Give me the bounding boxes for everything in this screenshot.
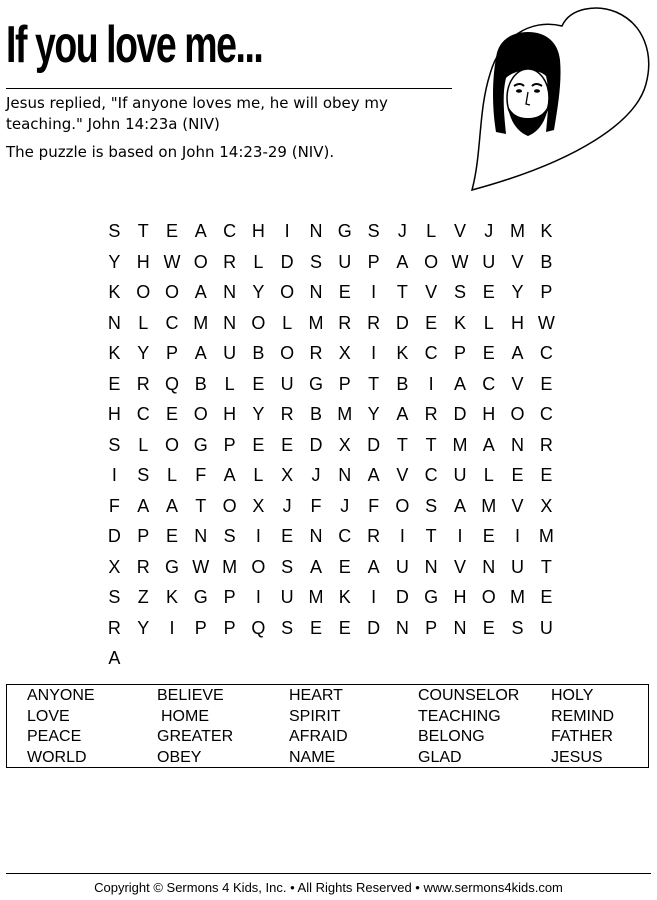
grid-letter: A — [137, 495, 150, 516]
grid-letter: H — [453, 587, 467, 607]
grid-letter: O — [481, 587, 496, 607]
grid-letter: N — [453, 617, 467, 638]
word-item: TEACHING — [418, 707, 501, 725]
grid-letter: E — [108, 373, 121, 394]
grid-letter: S — [223, 526, 236, 546]
grid-letter: P — [223, 587, 236, 607]
grid-letter: N — [107, 312, 121, 333]
word-item: GLAD — [418, 748, 462, 766]
word-item: HOME — [161, 707, 209, 725]
grid-letter: A — [396, 251, 409, 272]
grid-letter: T — [425, 526, 437, 546]
grid-letter: G — [193, 434, 208, 455]
grid-letter: K — [540, 221, 553, 241]
grid-letter: O — [251, 556, 266, 577]
grid-letter: B — [396, 373, 409, 394]
grid-letter: A — [165, 495, 178, 516]
grid-letter: S — [309, 251, 322, 272]
grid-letter: W — [192, 556, 210, 577]
word-item: COUNSELOR — [418, 687, 520, 704]
word-item: WORLD — [27, 748, 87, 766]
word-item: SPIRIT — [289, 707, 341, 725]
grid-letter: D — [107, 526, 121, 546]
grid-letter: D — [395, 587, 409, 607]
grid-letter: L — [483, 465, 494, 485]
grid-letter: C — [539, 343, 553, 363]
grid-letter: I — [457, 526, 463, 546]
grid-letter: Y — [367, 404, 380, 424]
grid-letter: W — [451, 251, 469, 272]
word-item: GREATER — [157, 728, 234, 745]
grid-letter: L — [253, 465, 264, 485]
grid-letter: X — [338, 434, 351, 455]
grid-letter: P — [367, 251, 380, 272]
grid-letter: I — [255, 587, 261, 607]
grid-letter: J — [311, 465, 321, 485]
grid-letter: R — [280, 404, 294, 424]
grid-letter: J — [484, 221, 494, 241]
grid-letter: F — [108, 495, 120, 516]
grid-letter: R — [136, 373, 150, 394]
grid-letter: R — [367, 312, 381, 333]
grid-letter: N — [309, 221, 323, 241]
grid-letter: I — [399, 526, 405, 546]
grid-letter: S — [281, 556, 294, 577]
grid-letter: E — [338, 556, 351, 577]
grid-letter: L — [138, 312, 149, 333]
grid-letter: R — [424, 404, 438, 424]
grid-letter: R — [107, 617, 121, 638]
grid-letter: O — [136, 282, 151, 302]
grid-letter: L — [138, 434, 149, 455]
grid-letter: K — [396, 343, 409, 363]
grid-letter: R — [223, 251, 237, 272]
grid-letter: S — [281, 617, 294, 638]
grid-letter: O — [251, 312, 266, 333]
grid-letter: N — [223, 282, 237, 302]
grid-letter: P — [338, 373, 351, 394]
grid-letter: A — [367, 465, 380, 485]
grid-letter: U — [338, 251, 352, 272]
grid-letter: N — [309, 526, 323, 546]
grid-letter: M — [510, 221, 526, 241]
grid-letter: D — [367, 617, 381, 638]
grid-letter: U — [539, 617, 553, 638]
grid-letter: P — [223, 617, 236, 638]
grid-letter: D — [395, 312, 409, 333]
jesus-portrait-in-heart-icon — [466, 2, 656, 194]
grid-letter: A — [108, 648, 121, 668]
grid-letter: J — [340, 495, 350, 516]
grid-letter: B — [194, 373, 207, 394]
grid-letter: E — [165, 404, 178, 424]
grid-letter: O — [164, 434, 179, 455]
grid-letter: Y — [137, 617, 150, 638]
grid-letter: N — [338, 465, 352, 485]
grid-letter: O — [164, 282, 179, 302]
grid-letter: M — [308, 312, 324, 333]
grid-letter: E — [482, 617, 495, 638]
grid-letter: M — [538, 526, 554, 546]
word-item: LOVE — [27, 707, 70, 725]
grid-letter: N — [511, 434, 525, 455]
grid-letter: A — [396, 404, 409, 424]
grid-letter: Q — [164, 373, 179, 394]
grid-letter: C — [424, 343, 438, 363]
grid-letter: P — [194, 617, 207, 638]
grid-letter: K — [108, 282, 121, 302]
word-column — [289, 686, 348, 768]
grid-letter: H — [223, 404, 237, 424]
grid-letter: T — [396, 282, 408, 302]
grid-letter: K — [108, 343, 121, 363]
grid-letter: Y — [108, 251, 121, 272]
grid-letter: L — [166, 465, 177, 485]
grid-letter: O — [193, 251, 208, 272]
grid-letter: O — [424, 251, 439, 272]
grid-letter: B — [252, 343, 265, 363]
grid-letter: S — [511, 617, 524, 638]
grid-letter: T — [396, 434, 408, 455]
grid-letter: W — [537, 312, 555, 333]
word-item: BELIEVE — [157, 687, 224, 704]
grid-letter: R — [367, 526, 381, 546]
grid-letter: M — [308, 587, 324, 607]
grid-letter: T — [368, 373, 380, 394]
grid-letter: A — [453, 373, 466, 394]
grid-letter: I — [255, 526, 261, 546]
grid-letter: C — [165, 312, 179, 333]
grid-letter: N — [309, 282, 323, 302]
grid-letter: P — [540, 282, 553, 302]
grid-letter: U — [482, 251, 496, 272]
grid-letter: S — [108, 221, 121, 241]
page-title: If you love me... — [6, 16, 263, 74]
grid-letter: G — [193, 587, 208, 607]
grid-letter: Y — [252, 282, 265, 302]
grid-letter: E — [338, 617, 351, 638]
word-item: HOLY — [551, 687, 594, 704]
scripture-verse: Jesus replied, "If anyone loves me, he will obey my teaching." John 14:23a (NIV) — [6, 94, 388, 133]
grid-letter: D — [367, 434, 381, 455]
grid-letter: U — [280, 587, 294, 607]
grid-letter: E — [281, 526, 294, 546]
grid-letter: A — [511, 343, 524, 363]
grid-letter: U — [453, 465, 467, 485]
grid-letter: E — [482, 343, 495, 363]
grid-letter: E — [425, 312, 438, 333]
grid-letter: V — [453, 556, 466, 577]
grid-letter: R — [309, 343, 323, 363]
grid-letter: Y — [511, 282, 524, 302]
grid-letter: V — [511, 495, 524, 516]
word-item: ANYONE — [27, 687, 95, 704]
grid-letter: M — [452, 434, 468, 455]
grid-letter: B — [309, 404, 322, 424]
grid-letter: T — [137, 221, 149, 241]
grid-letter: T — [195, 495, 207, 516]
grid-letter: Y — [252, 404, 265, 424]
grid-letter: F — [310, 495, 322, 516]
puzzle-basis-note: The puzzle is based on John 14:23-29 (NIV). — [6, 143, 335, 161]
grid-letter: T — [540, 556, 552, 577]
grid-letter: N — [424, 556, 438, 577]
grid-letter: M — [481, 495, 497, 516]
grid-letter: F — [195, 465, 207, 485]
grid-letter: I — [284, 221, 290, 241]
grid-letter: L — [224, 373, 235, 394]
grid-letter: E — [281, 434, 294, 455]
grid-letter: H — [136, 251, 150, 272]
grid-letter: H — [482, 404, 496, 424]
grid-letter: E — [252, 434, 265, 455]
grid-letter: U — [395, 556, 409, 577]
grid-letter: P — [425, 617, 438, 638]
grid-letter: E — [252, 373, 265, 394]
grid-letter: T — [425, 434, 437, 455]
grid-letter: B — [540, 251, 553, 272]
grid-letter: F — [368, 495, 380, 516]
grid-letter: N — [482, 556, 496, 577]
grid-letter: N — [194, 526, 208, 546]
grid-letter: J — [397, 221, 407, 241]
grid-letter: G — [164, 556, 179, 577]
grid-letter: E — [482, 282, 495, 302]
grid-letter: A — [223, 465, 236, 485]
grid-letter: U — [280, 373, 294, 394]
copyright-footer: Copyright © Sermons 4 Kids, Inc. • All Rights Reserved • www.sermons4kids.com — [94, 880, 563, 895]
grid-letter: I — [169, 617, 175, 638]
grid-letter: D — [453, 404, 467, 424]
grid-letter: H — [251, 221, 265, 241]
grid-letter: S — [108, 434, 121, 455]
grid-letter: P — [453, 343, 466, 363]
word-column — [418, 686, 519, 768]
grid-letter: A — [482, 434, 495, 455]
grid-letter: M — [510, 587, 526, 607]
word-item: AFRAID — [289, 728, 348, 745]
word-item: NAME — [289, 748, 336, 766]
grid-letter: E — [540, 373, 553, 394]
grid-letter: C — [338, 526, 352, 546]
grid-letter: I — [515, 526, 521, 546]
word-item: BELONG — [418, 728, 485, 745]
grid-letter: M — [337, 404, 353, 424]
word-column — [551, 686, 614, 768]
grid-letter: H — [107, 404, 121, 424]
grid-letter: R — [338, 312, 352, 333]
grid-letter: O — [280, 282, 295, 302]
grid-letter: H — [511, 312, 525, 333]
grid-letter: Q — [251, 617, 266, 638]
grid-letter: I — [111, 465, 117, 485]
grid-letter: I — [371, 282, 377, 302]
grid-letter: E — [309, 617, 322, 638]
grid-letter: O — [510, 404, 525, 424]
grid-letter: V — [511, 251, 524, 272]
grid-letter: R — [539, 434, 553, 455]
grid-letter: L — [483, 312, 494, 333]
title-divider — [6, 88, 452, 89]
word-item: HEART — [289, 687, 343, 704]
grid-letter: G — [308, 373, 323, 394]
grid-letter: E — [165, 221, 178, 241]
footer-divider — [6, 873, 651, 874]
grid-letter: P — [223, 434, 236, 455]
grid-letter: E — [540, 587, 553, 607]
grid-letter: X — [281, 465, 294, 485]
word-item: PEACE — [27, 728, 82, 745]
grid-letter: K — [453, 312, 466, 333]
grid-letter: L — [282, 312, 293, 333]
grid-letter: I — [371, 343, 377, 363]
grid-letter: V — [396, 465, 409, 485]
grid-letter: V — [453, 221, 466, 241]
grid-letter: J — [282, 495, 292, 516]
grid-letter: S — [108, 587, 121, 607]
grid-letter: N — [395, 617, 409, 638]
grid-letter: C — [136, 404, 150, 424]
grid-letter: A — [453, 495, 466, 516]
word-item: JESUS — [551, 748, 603, 766]
grid-letter: U — [223, 343, 237, 363]
grid-letter: A — [194, 282, 207, 302]
grid-letter: S — [137, 465, 150, 485]
word-item: REMIND — [551, 707, 615, 725]
grid-letter: P — [137, 526, 150, 546]
word-item: OBEY — [157, 748, 202, 766]
grid-letter: A — [194, 343, 207, 363]
grid-letter: N — [223, 312, 237, 333]
grid-letter: S — [453, 282, 466, 302]
grid-letter: L — [253, 251, 264, 272]
grid-letter: X — [108, 556, 121, 577]
grid-letter: W — [163, 251, 181, 272]
grid-letter: C — [223, 221, 237, 241]
grid-letter: X — [252, 495, 265, 516]
grid-letter: C — [424, 465, 438, 485]
grid-letter: E — [165, 526, 178, 546]
grid-letter: V — [425, 282, 438, 302]
grid-letter: U — [511, 556, 525, 577]
grid-letter: D — [309, 434, 323, 455]
grid-letter: K — [165, 587, 178, 607]
word-column — [157, 686, 233, 768]
grid-letter: O — [222, 495, 237, 516]
grid-letter: C — [539, 404, 553, 424]
word-item: FATHER — [551, 728, 613, 745]
grid-letter: Y — [137, 343, 150, 363]
grid-letter: E — [338, 282, 351, 302]
grid-letter: K — [338, 587, 351, 607]
grid-letter: M — [222, 556, 238, 577]
grid-letter: S — [367, 221, 380, 241]
grid-letter: Z — [137, 587, 149, 607]
grid-letter: A — [367, 556, 380, 577]
word-bank — [6, 684, 649, 768]
grid-letter: O — [395, 495, 410, 516]
grid-letter: I — [371, 587, 377, 607]
grid-letter: S — [425, 495, 438, 516]
grid-letter: A — [309, 556, 322, 577]
grid-letter: O — [193, 404, 208, 424]
grid-letter: G — [337, 221, 352, 241]
word-search-grid — [100, 216, 561, 674]
grid-letter: M — [193, 312, 209, 333]
grid-letter: O — [280, 343, 295, 363]
grid-letter: X — [338, 343, 351, 363]
grid-letter: L — [426, 221, 437, 241]
grid-letter: R — [136, 556, 150, 577]
word-column — [27, 686, 95, 768]
grid-letter: C — [482, 373, 496, 394]
grid-letter: E — [511, 465, 524, 485]
grid-letter: I — [428, 373, 434, 394]
grid-letter: D — [280, 251, 294, 272]
grid-letter: E — [482, 526, 495, 546]
grid-letter: P — [165, 343, 178, 363]
grid-letter: A — [194, 221, 207, 241]
grid-letter: G — [424, 587, 439, 607]
grid-letter: V — [511, 373, 524, 394]
grid-letter: X — [540, 495, 553, 516]
grid-letter: E — [540, 465, 553, 485]
